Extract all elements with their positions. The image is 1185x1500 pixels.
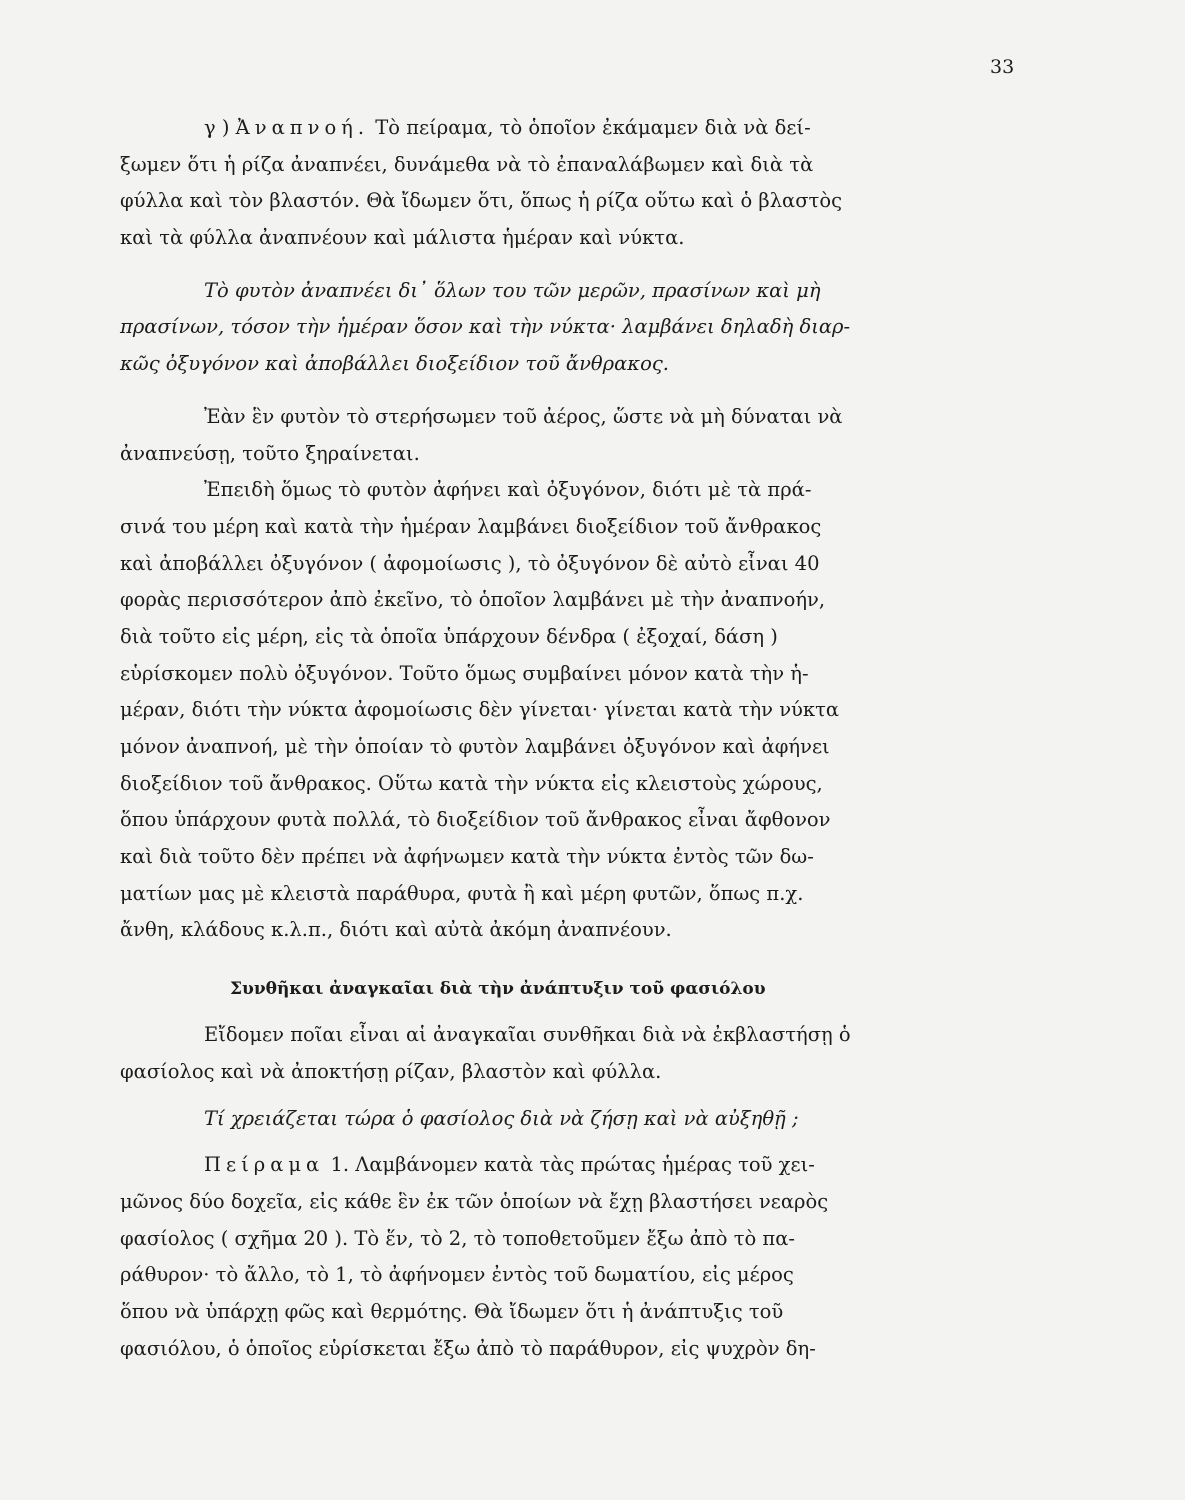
paragraph-line: σινά του μέρη καὶ κατὰ τὴν ἡμέραν λαμβάνει διοξείδιον τοῦ ἄνθρακος (120, 514, 822, 538)
section-gamma-first-line (120, 110, 1015, 147)
paragraph-line: ἀναπνεύσῃ, τοῦτο ξηραίνεται. (120, 441, 420, 465)
paragraph-line: μῶνος δύο δοχεῖα, εἰς κάθε ἓν ἐκ τῶν ὁποίων νὰ ἔχῃ βλαστήσει νεαρὸς (120, 1189, 829, 1213)
paragraph-line: Τὸ πείραμα, τὸ ὁποῖον ἐκάμαμεν διὰ νὰ δεί- (375, 116, 811, 139)
paragraph-line: ὅπου ὑπάρχουν φυτὰ πολλά, τὸ διοξείδιον τοῦ ἄνθρακος εἶναι ἄφθονον (120, 808, 831, 832)
paragraph-line: ματίων μας μὲ κλειστὰ παράθυρα, φυτὰ ἢ καὶ μέρη φυτῶν, ὅπως π.χ. (120, 881, 804, 905)
paragraph-line: καὶ ἀποβάλλει ὀξυγόνον ( ἀφομοίωσις ), τὸ ὀξυγόνον δὲ αὐτὸ εἶναι 40 (120, 551, 820, 575)
section-gamma-title: Ἀναπνοή. (235, 116, 370, 139)
paragraph-line: ξωμεν ὅτι ἡ ρίζα ἀναπνέει, δυνάμεθα νὰ τὸ ἐπαναλάβωμεν καὶ διὰ τὰ (120, 152, 814, 176)
paragraph-line: διὰ τοῦτο εἰς μέρη, εἰς τὰ ὁποῖα ὑπάρχουν δένδρα ( ἐξοχαί, δάση ) (120, 624, 778, 648)
paragraph-line: Εἴδομεν ποῖαι εἶναι αἱ ἀναγκαῖαι συνθῆκαι διὰ νὰ ἐκβλαστήσῃ ὁ (204, 1023, 851, 1047)
paragraph-line: εὑρίσκομεν πολὺ ὀξυγόνον. Τοῦτο ὅμως συμβαίνει μόνον κατὰ τὴν ἡ- (120, 661, 809, 685)
paragraph-line: Ἐπειδὴ ὅμως τὸ φυτὸν ἀφήνει καὶ ὀξυγόνον, διότι μὲ τὰ πρά- (204, 478, 812, 502)
paragraph-line: καὶ διὰ τοῦτο δὲν πρέπει νὰ ἀφήνωμεν κατὰ τὴν νύκτα ἐντὸς τῶν δω- (120, 845, 814, 869)
section-heading: Συνθῆκαι ἀναγκαῖαι διὰ τὴν ἀνάπτυξιν τοῦ φασιόλου (230, 979, 766, 1000)
italic-rule-line: πρασίνων, τόσον τὴν ἡμέραν ὅσον καὶ τὴν νύκτα· λαμβάνει δηλαδὴ διαρ- (120, 315, 851, 339)
paragraph-line: μέραν, διότι τὴν νύκτα ἀφομοίωσις δὲν γίνεται· γίνεται κατὰ τὴν νύκτα (120, 698, 840, 722)
paragraph-line: ράθυρον· τὸ ἄλλο, τὸ 1, τὸ ἀφήνομεν ἐντὸς τοῦ δωματίου, εἰς μέρος (120, 1263, 794, 1287)
italic-rule-line: κῶς ὀξυγόνον καὶ ἀποβάλλει διοξείδιον τοῦ ἄνθρακος. (120, 352, 669, 376)
paragraph-line: φορὰς περισσότερον ἀπὸ ἐκεῖνο, τὸ ὁποῖον λαμβάνει μὲ τὴν ἀναπνοήν, (120, 588, 826, 612)
section-gamma-label: γ ) (204, 116, 230, 139)
paragraph-line: φασιόλου, ὁ ὁποῖος εὑρίσκεται ἔξω ἀπὸ τὸ παράθυρον, εἰς ψυχρὸν δη- (120, 1336, 816, 1360)
paragraph-line: φασίολος καὶ νὰ ἀποκτήσῃ ρίζαν, βλαστὸν καὶ φύλλα. (120, 1059, 662, 1083)
paragraph-line: ὅπου νὰ ὑπάρχῃ φῶς καὶ θερμότης. Θὰ ἴδωμεν ὅτι ἡ ἀνάπτυξις τοῦ (120, 1299, 784, 1323)
paragraph-line: Ἐὰν ἓν φυτὸν τὸ στερήσωμεν τοῦ ἀέρος, ὥστε νὰ μὴ δύναται νὰ (204, 404, 843, 428)
italic-question: Τί χρειάζεται τώρα ὁ φασίολος διὰ νὰ ζήσῃ καὶ νὰ αὐξηθῇ ; (204, 1106, 799, 1130)
paragraph-line: Λαμβάνομεν κατὰ τὰς πρώτας ἡμέρας τοῦ χει- (355, 1153, 815, 1177)
experiment-first-line (120, 1147, 1015, 1184)
experiment-title: Πείραμα (204, 1153, 325, 1177)
italic-rule-line: Τὸ φυτὸν ἀναπνέει δι᾽ ὅλων του τῶν μερῶν, πρασίνων καὶ μὴ (204, 278, 821, 302)
paragraph-line: ἄνθη, κλάδους κ.λ.π., διότι καὶ αὐτὰ ἀκόμη ἀναπνέουν. (120, 918, 672, 942)
paragraph-line: μόνον ἀναπνοή, μὲ τὴν ὁποίαν τὸ φυτὸν λαμβάνει ὀξυγόνον καὶ ἀφήνει (120, 735, 830, 758)
paragraph-line: φασίολος ( σχῆμα 20 ). Τὸ ἕν, τὸ 2, τὸ τοποθετοῦμεν ἔξω ἀπὸ τὸ πα- (120, 1226, 795, 1250)
page-body (120, 110, 1015, 1367)
paragraph-line: καὶ τὰ φύλλα ἀναπνέουν καὶ μάλιστα ἡμέραν καὶ νύκτα. (120, 226, 685, 250)
paragraph-line: διοξείδιον τοῦ ἄνθρακος. Οὕτω κατὰ τὴν νύκτα εἰς κλειστοὺς χώρους, (120, 771, 823, 795)
experiment-number: 1. (330, 1153, 350, 1177)
page-number: 33 (990, 56, 1015, 78)
paragraph-line: φύλλα καὶ τὸν βλαστόν. Θὰ ἴδωμεν ὅτι, ὅπως ἡ ρίζα οὕτω καὶ ὁ βλαστὸς (120, 189, 842, 213)
